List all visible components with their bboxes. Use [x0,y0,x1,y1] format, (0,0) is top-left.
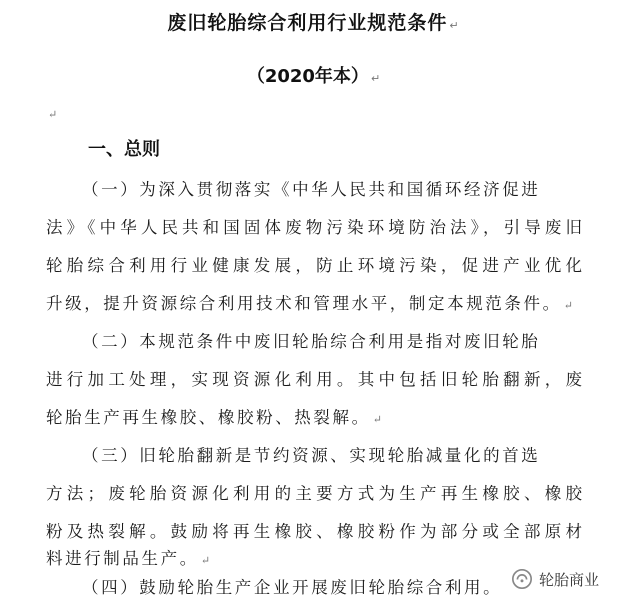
body-line-text: 轮胎生产再生橡胶、橡胶粉、热裂解。 [46,408,371,427]
body-line [46,290,582,314]
document-subtitle-text: （2020年本） [246,66,369,87]
watermark-text: 轮胎商业 [538,570,599,589]
body-line: （三）旧轮胎翻新是节约资源、实现轮胎减量化的首选 [82,446,541,465]
body-line-text: 料进行制品生产。 [46,549,199,568]
wechat-official-account-icon [511,568,533,590]
body-line: （四）鼓励轮胎生产企业开展废旧轮胎综合利用。 [82,578,503,597]
paragraph-mark: ↵ [449,19,460,32]
body-line: 方法；废轮胎资源化利用的主要方式为生产再生橡胶、橡胶 [46,484,582,503]
paragraph-mark: ↵ [372,413,385,426]
section-heading-text: 一、总则 [88,139,160,160]
body-line: 进行加工处理，实现资源化利用。其中包括旧轮胎翻新，废 [46,370,582,389]
section-heading [88,135,160,161]
body-line-text: 升级，提升资源综合利用技术和管理水平，制定本规范条件。 [46,294,562,313]
body-line: 轮胎综合利用行业健康发展，防止环境污染，促进产业优化 [46,256,582,275]
document-title-text: 废旧轮胎综合利用行业规范条件 [167,12,448,34]
body-line [46,404,582,428]
document-title [0,8,627,35]
body-line: 法》《中华人民共和国固体废物污染环境防治法》，引导废旧 [46,218,582,237]
paragraph-mark: ↵ [48,108,58,121]
body-line: （二）本规范条件中废旧轮胎综合利用是指对废旧轮胎 [82,332,541,351]
body-line [46,545,582,569]
paragraph-mark: ↵ [563,299,576,312]
body-line: （一）为深入贯彻落实《中华人民共和国循环经济促进 [82,180,541,199]
document-subtitle [0,62,627,88]
watermark [507,566,603,592]
paragraph-mark: ↵ [370,72,381,85]
body-line: 粉及热裂解。鼓励将再生橡胶、橡胶粉作为部分或全部原材 [46,522,582,541]
paragraph-mark: ↵ [200,554,213,567]
